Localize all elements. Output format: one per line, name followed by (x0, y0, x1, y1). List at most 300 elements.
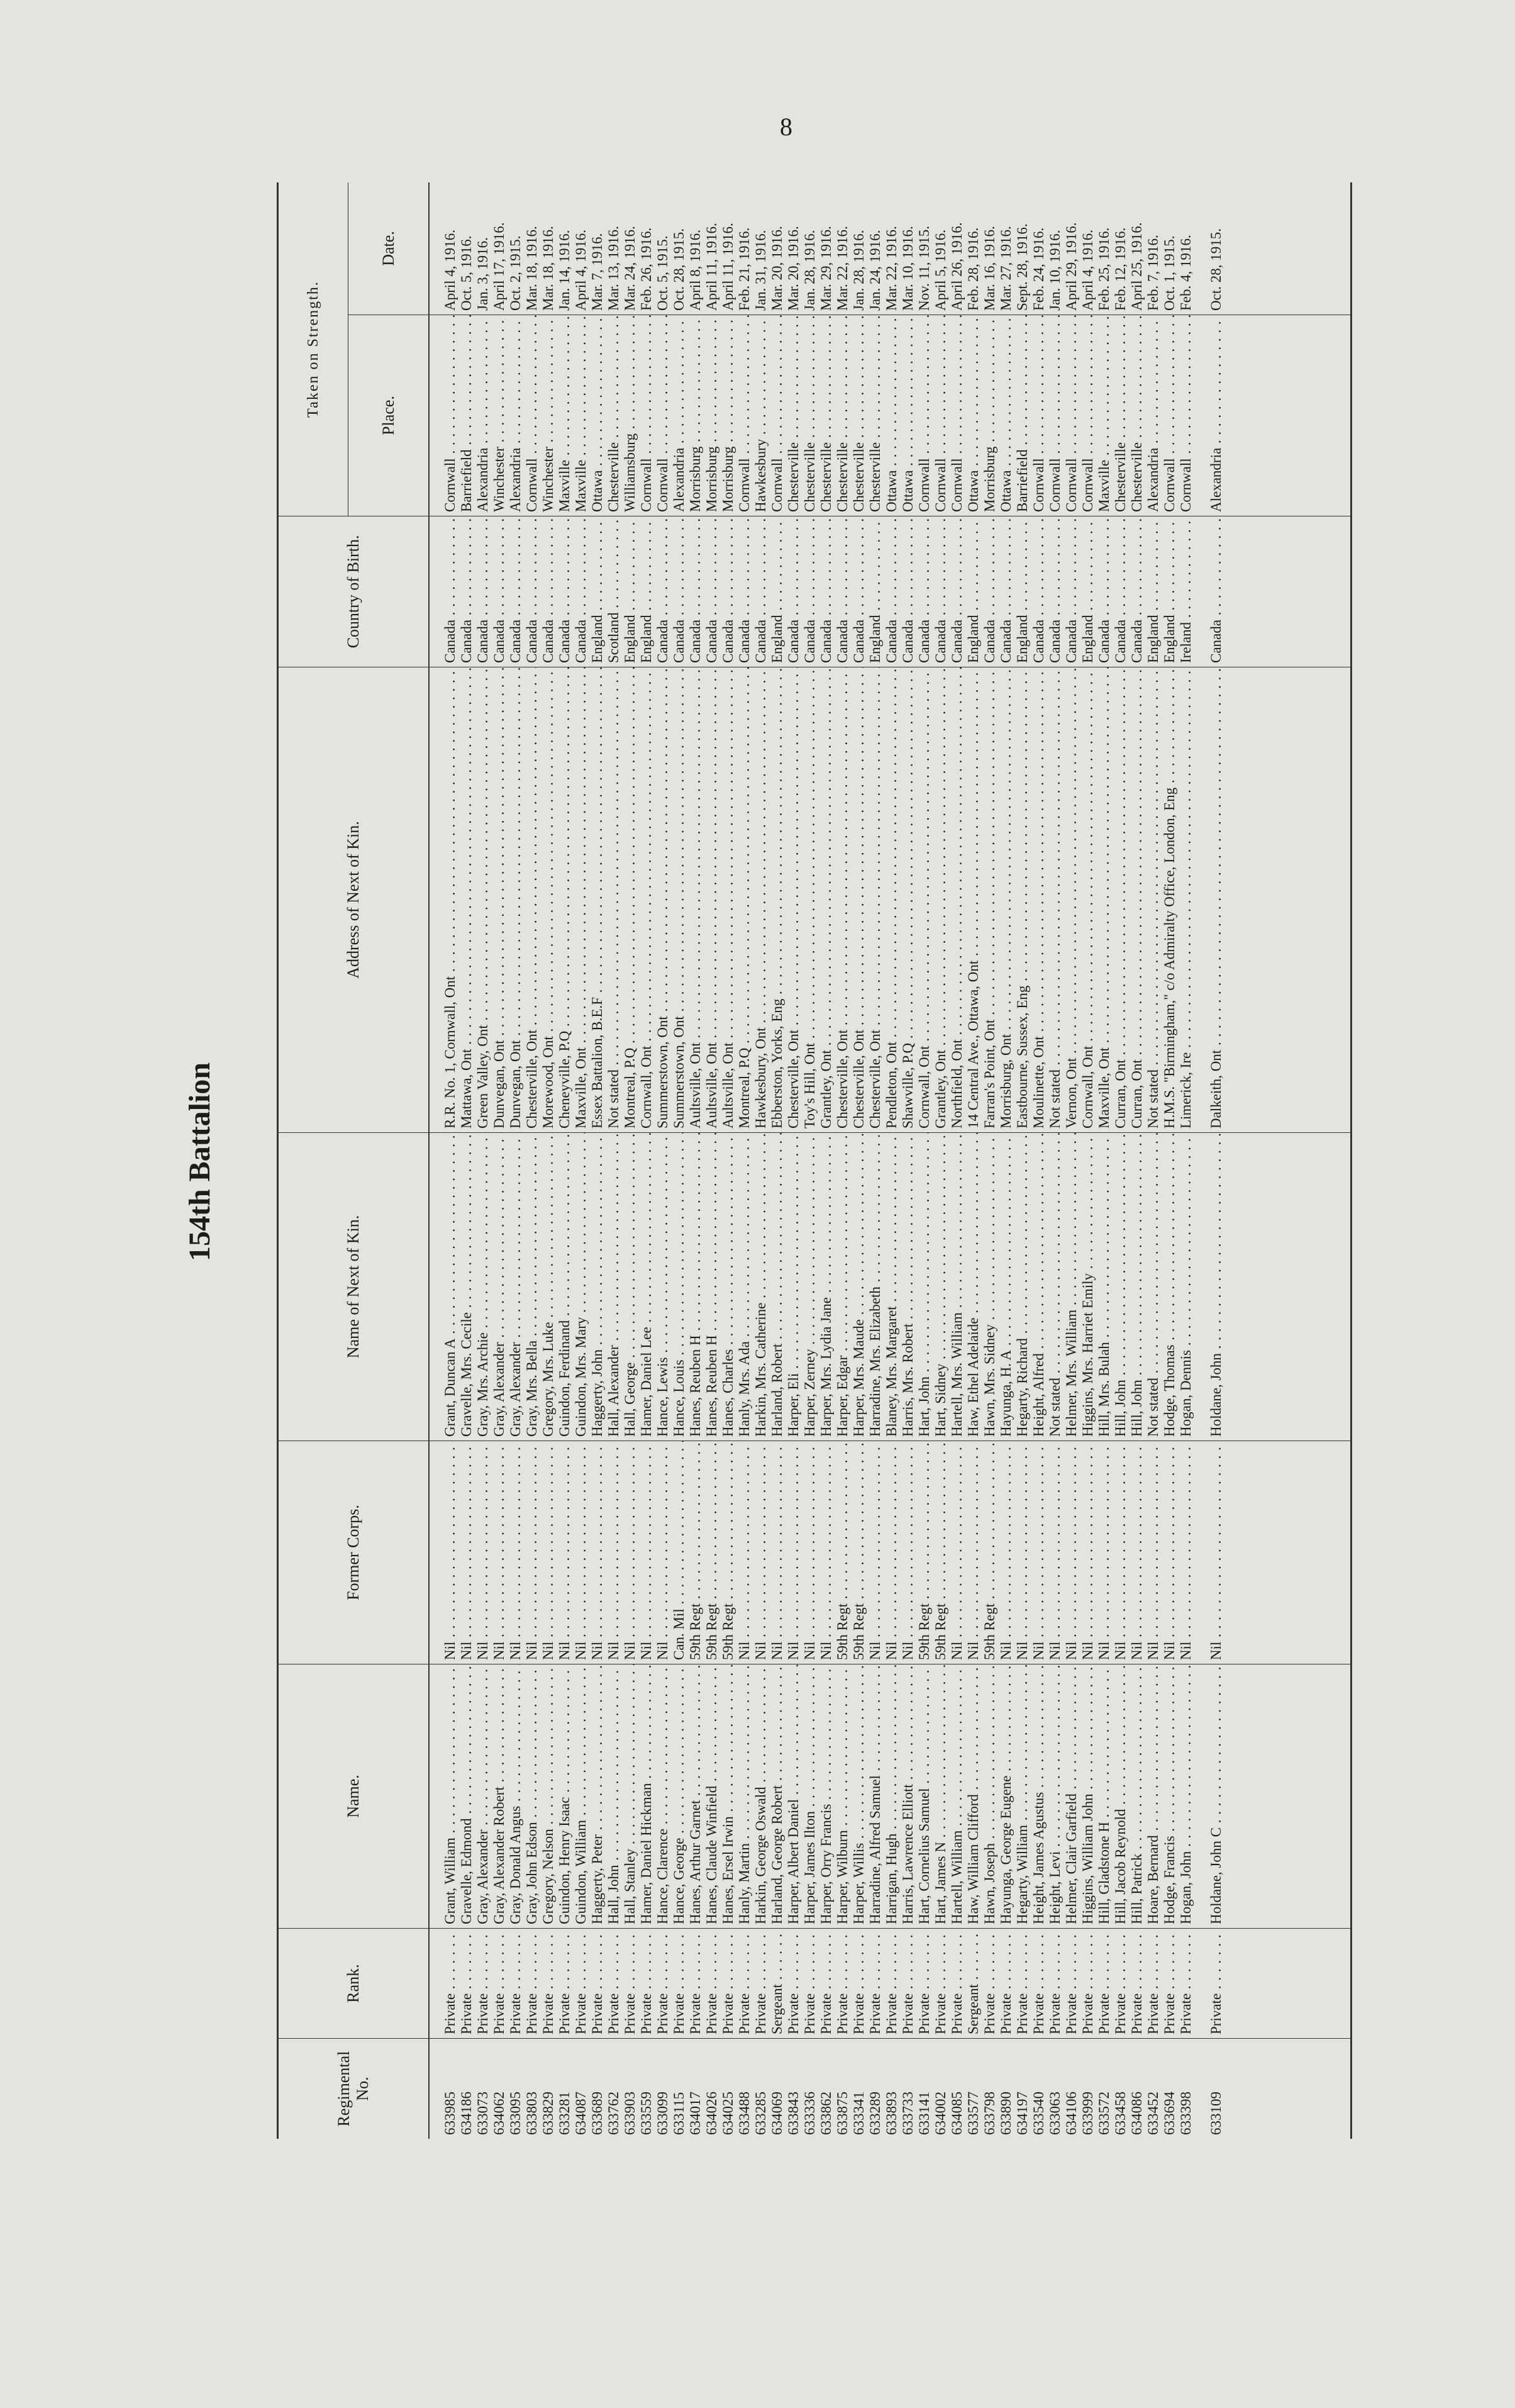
cell-address: Not stated . . . (1047, 667, 1063, 1132)
cell-next-of-kin: Hodge, Thomas . . . (1162, 1132, 1178, 1441)
cell-regimental-no: 634026 (704, 2038, 720, 2139)
cell-address: Limerick, Ire . . . (1178, 667, 1208, 1132)
cell-place: Alexandria . . . (508, 315, 524, 516)
cell-country-of-birth: Canada . . . (540, 516, 557, 667)
cell-rank: Private . . . (785, 1928, 802, 2038)
cell-name: Hartell, William . . . (949, 1664, 965, 1928)
cell-name: Hogan, John . . . (1178, 1664, 1208, 1928)
cell-regimental-no: 633099 (655, 2038, 671, 2139)
cell-country-of-birth: Canada . . . (949, 516, 965, 667)
cell-address: Chesterville, Ont . . . (835, 667, 851, 1132)
cell-former-corps: 59th Regt . . . (720, 1441, 736, 1664)
cell-country-of-birth: England . . . (867, 516, 884, 667)
cell-date: Oct. 5, 1916. (458, 235, 474, 311)
table-row (818, 182, 835, 2139)
cell-next-of-kin: Gray, Mrs. Archie . . . (475, 1132, 491, 1441)
cell-address: Maxville, Ont . . . (573, 667, 589, 1132)
cell-former-corps: Nil . . . (573, 1441, 589, 1664)
cell-country-of-birth: Canada . . . (884, 516, 900, 667)
table-row (867, 182, 884, 2139)
cell-regimental-no: 633862 (818, 2038, 835, 2139)
cell-rank: Private . . . (1162, 1928, 1178, 2038)
cell-place: Ottawa . . . (884, 315, 900, 516)
cell-country-of-birth: Canada . . . (736, 516, 753, 667)
cell-address: Curran, Ont . . . (1113, 667, 1129, 1132)
cell-address: Grantley, Ont . . . (818, 667, 835, 1132)
cell-former-corps: 59th Regt . . . (704, 1441, 720, 1664)
cell-date: Mar. 18, 1916. (524, 226, 540, 311)
cell-next-of-kin: Hill, Mrs. Bulah . . . (1096, 1132, 1113, 1441)
table-row (671, 182, 687, 2139)
cell-country-of-birth: Canada . . . (475, 516, 491, 667)
cell-place: Cornwall . . . (1063, 315, 1080, 516)
cell-next-of-kin: Hogan, Dennis . . . (1178, 1132, 1208, 1441)
cell-date: Mar. 7, 1916. (589, 233, 605, 311)
cell-country-of-birth: England . . . (638, 516, 655, 667)
cell-next-of-kin: Hall, Alexander . . . (606, 1132, 622, 1441)
cell-rank: Private . . . (802, 1928, 818, 2038)
cell-regimental-no: 633829 (540, 2038, 557, 2139)
cell-place: Cornwall . . . (769, 315, 785, 516)
cell-next-of-kin: Gray, Alexander . . . (491, 1132, 508, 1441)
cell-rank: Private . . . (1063, 1928, 1080, 2038)
cell-rank: Private . . . (982, 1928, 998, 2038)
cell-country-of-birth: England . . . (769, 516, 785, 667)
cell-next-of-kin: Blaney, Mrs. Margaret . . . (884, 1132, 900, 1441)
cell-rank: Private . . . (900, 1928, 916, 2038)
cell-country-of-birth: England . . . (1162, 516, 1178, 667)
cell-regimental-no: 633289 (867, 2038, 884, 2139)
cell-former-corps: Nil . . . (802, 1441, 818, 1664)
cell-place: Cornwall . . . (638, 315, 655, 516)
cell-rank: Private . . . (753, 1928, 769, 2038)
cell-regimental-no: 633893 (884, 2038, 900, 2139)
cell-name: Hamer, Daniel Hickman . . . (638, 1664, 655, 1928)
cell-rank: Private . . . (1080, 1928, 1096, 2038)
cell-date: Oct. 1, 1915. (1162, 235, 1177, 311)
cell-rank: Private . . . (1096, 1928, 1113, 2038)
cell-name: Harrigan, Hugh . . . (884, 1664, 900, 1928)
cell-address: Vernon, Ont . . . (1063, 667, 1080, 1132)
cell-rank: Private . . . (671, 1928, 687, 2038)
table-row (638, 182, 655, 2139)
cell-rank: Private . . . (589, 1928, 606, 2038)
cell-country-of-birth: Canada . . . (442, 516, 458, 667)
cell-former-corps: Nil . . . (753, 1441, 769, 1664)
cell-former-corps: Nil . . . (508, 1441, 524, 1664)
cell-regimental-no: 634085 (949, 2038, 965, 2139)
cell-address: Morrisburg, Ont . . . (998, 667, 1014, 1132)
cell-regimental-no: 633398 (1178, 2038, 1208, 2139)
cell-rank: Private . . . (638, 1928, 655, 2038)
cell-place: Cornwall . . . (1178, 315, 1208, 516)
cell-country-of-birth: England . . . (1014, 516, 1031, 667)
cell-name: Hawn, Joseph . . . (982, 1664, 998, 1928)
table-row (655, 182, 671, 2139)
cell-place: Alexandria . . . (1145, 315, 1162, 516)
cell-country-of-birth: Canada . . . (508, 516, 524, 667)
cell-next-of-kin: Hayunga, H. A . . . (998, 1132, 1014, 1441)
table-row (1080, 182, 1096, 2139)
cell-regimental-no: 633141 (916, 2038, 933, 2139)
cell-former-corps: Nil . . . (1178, 1441, 1208, 1664)
cell-place: Chesterville . . . (867, 315, 884, 516)
cell-former-corps: 59th Regt . . . (982, 1441, 998, 1664)
page-title: 154th Battalion (183, 1062, 216, 1261)
cell-former-corps: Nil . . . (1063, 1441, 1080, 1664)
cell-rank: Private . . . (720, 1928, 736, 2038)
cell-former-corps: Nil . . . (1080, 1441, 1096, 1664)
cell-name: Holdane, John C . . . (1208, 1664, 1224, 1928)
cell-name: Hill, Jacob Reynold . . . (1113, 1664, 1129, 1928)
cell-address: Montreal, P.Q . . . (622, 667, 638, 1132)
cell-address: Dunvegan, Ont . . . (491, 667, 508, 1132)
table-row (1047, 182, 1063, 2139)
table-row (851, 182, 867, 2139)
cell-place: Alexandria . . . (475, 315, 491, 516)
cell-regimental-no: 633115 (671, 2038, 687, 2139)
table-row (540, 182, 557, 2139)
cell-rank: Private . . . (557, 1928, 573, 2038)
cell-country-of-birth: Canada . . . (802, 516, 818, 667)
cell-place: Cornwall . . . (933, 315, 949, 516)
cell-address: Green Valley, Ont . . . (475, 667, 491, 1132)
cell-place: Chesterville . . . (851, 315, 867, 516)
cell-regimental-no: 633336 (802, 2038, 818, 2139)
header-date: Date. (379, 231, 397, 266)
table-rows (442, 182, 1224, 2139)
cell-regimental-no: 633689 (589, 2038, 606, 2139)
cell-former-corps: Nil . . . (540, 1441, 557, 1664)
cell-rank: Private . . . (1031, 1928, 1047, 2038)
header-taken-on-strength (279, 182, 428, 516)
cell-name: Hanes, Claude Winfield . . . (704, 1664, 720, 1928)
cell-country-of-birth: Canada . . . (655, 516, 671, 667)
cell-place: Alexandria . . . (671, 315, 687, 516)
cell-regimental-no: 633694 (1162, 2038, 1178, 2139)
cell-regimental-no: 634025 (720, 2038, 736, 2139)
cell-name: Harper, Willis . . . (851, 1664, 867, 1928)
cell-next-of-kin: Hawn, Mrs. Sidney . . . (982, 1132, 998, 1441)
cell-address: Cornwall, Ont . . . (916, 667, 933, 1132)
cell-place: Morrisburg . . . (704, 315, 720, 516)
cell-name: Hall, John . . . (606, 1664, 622, 1928)
cell-place: Maxville . . . (557, 315, 573, 516)
cell-next-of-kin: Harland, Robert . . . (769, 1132, 785, 1441)
table-row (884, 182, 900, 2139)
cell-place: Alexandria . . . (1208, 315, 1224, 516)
cell-regimental-no: 634197 (1014, 2038, 1031, 2139)
cell-address: Summerstown, Ont . . . (655, 667, 671, 1132)
table-row (1129, 182, 1145, 2139)
cell-place: Cornwall . . . (949, 315, 965, 516)
cell-name: Gray, Donald Angus . . . (508, 1664, 524, 1928)
cell-regimental-no: 633843 (785, 2038, 802, 2139)
cell-date: April 4, 1916. (1080, 229, 1096, 311)
cell-next-of-kin: Guindon, Mrs. Mary . . . (573, 1132, 589, 1441)
header-regimental-no: Regimental No. (279, 2038, 428, 2139)
cell-date: Jan. 31, 1916. (753, 230, 769, 311)
cell-date: Mar. 22, 1916. (884, 226, 899, 311)
cell-next-of-kin: Guindon, Ferdinand . . . (557, 1132, 573, 1441)
cell-date: April 8, 1916. (687, 229, 703, 311)
cell-place: Hawkesbury . . . (753, 315, 769, 516)
cell-rank: Private . . . (818, 1928, 835, 2038)
cell-country-of-birth: Canada . . . (704, 516, 720, 667)
cell-regimental-no: 633875 (835, 2038, 851, 2139)
table-row (1113, 182, 1129, 2139)
table-row (458, 182, 475, 2139)
cell-former-corps: Nil . . . (524, 1441, 540, 1664)
cell-next-of-kin: Gregory, Mrs. Luke . . . (540, 1132, 557, 1441)
cell-country-of-birth: Canada . . . (720, 516, 736, 667)
cell-rank: Private . . . (1047, 1928, 1063, 2038)
cell-regimental-no: 633488 (736, 2038, 753, 2139)
cell-address: Chesterville, Ont . . . (785, 667, 802, 1132)
cell-country-of-birth: Ireland . . . (1178, 516, 1208, 667)
cell-date: Oct. 5, 1915. (655, 235, 670, 311)
cell-date: Mar. 10, 1916. (900, 226, 916, 311)
cell-country-of-birth: Canada . . . (1031, 516, 1047, 667)
cell-name: Harper, Albert Daniel . . . (785, 1664, 802, 1928)
cell-next-of-kin: Hegarty, Richard . . . (1014, 1132, 1031, 1441)
table-row (835, 182, 851, 2139)
cell-former-corps: Nil . . . (622, 1441, 638, 1664)
cell-former-corps: Nil . . . (884, 1441, 900, 1664)
cell-next-of-kin: Helmer, Mrs. William . . . (1063, 1132, 1080, 1441)
header-rank: Rank. (279, 1928, 428, 2038)
cell-rank: Private . . . (1129, 1928, 1145, 2038)
cell-address: Montreal, P.Q . . . (736, 667, 753, 1132)
cell-address: Maxville, Ont . . . (1096, 667, 1113, 1132)
table-row (933, 182, 949, 2139)
cell-rank: Private . . . (1208, 1928, 1224, 2038)
cell-rank: Private . . . (933, 1928, 949, 2038)
cell-country-of-birth: Canada . . . (1129, 516, 1145, 667)
cell-rank: Private . . . (867, 1928, 884, 2038)
cell-address: Mattawa, Ont . . . (458, 667, 475, 1132)
cell-date: April 5, 1916. (933, 229, 948, 311)
cell-next-of-kin: Harper, Edgar . . . (835, 1132, 851, 1441)
cell-country-of-birth: Canada . . . (1063, 516, 1080, 667)
table-row (1063, 182, 1080, 2139)
cell-name: Hall, Stanley . . . (622, 1664, 638, 1928)
cell-rank: Private . . . (606, 1928, 622, 2038)
cell-place: Ottawa . . . (965, 315, 982, 516)
cell-country-of-birth: Canada . . . (1096, 516, 1113, 667)
cell-next-of-kin: Hall, George . . . (622, 1132, 638, 1441)
cell-regimental-no: 634017 (687, 2038, 704, 2139)
cell-rank: Private . . . (655, 1928, 671, 2038)
cell-address: Aultsville, Ont . . . (704, 667, 720, 1132)
cell-former-corps: Nil . . . (769, 1441, 785, 1664)
cell-country-of-birth: Canada . . . (573, 516, 589, 667)
cell-country-of-birth: Canada . . . (491, 516, 508, 667)
table-row (736, 182, 753, 2139)
cell-regimental-no: 633095 (508, 2038, 524, 2139)
cell-date: Mar. 13, 1916. (606, 226, 621, 311)
cell-rank: Private . . . (442, 1928, 458, 2038)
cell-regimental-no: 633109 (1208, 2038, 1224, 2139)
cell-former-corps: 59th Regt . . . (933, 1441, 949, 1664)
cell-date: April 25, 1916. (1129, 222, 1145, 311)
cell-name: Hart, James N . . . (933, 1664, 949, 1928)
cell-country-of-birth: Scotland . . . (606, 516, 622, 667)
cell-address: Essex Battalion, B.E.F . . . (589, 667, 606, 1132)
cell-former-corps: Can. Mil . . . (671, 1441, 687, 1664)
cell-next-of-kin: Hanes, Reuben H . . . (687, 1132, 704, 1441)
cell-address: Aultsville, Ont . . . (687, 667, 704, 1132)
cell-next-of-kin: Hamer, Daniel Lee . . . (638, 1132, 655, 1441)
cell-next-of-kin: Not stated . . . (1047, 1132, 1063, 1441)
cell-name: Haw, William Clifford . . . (965, 1664, 982, 1928)
cell-place: Morrisburg . . . (720, 315, 736, 516)
cell-former-corps: Nil . . . (1129, 1441, 1145, 1664)
cell-date: Feb. 28, 1916. (965, 227, 981, 311)
cell-former-corps: Nil . . . (785, 1441, 802, 1664)
cell-regimental-no: 633803 (524, 2038, 540, 2139)
cell-next-of-kin: Gray, Alexander . . . (508, 1132, 524, 1441)
cell-next-of-kin: Hance, Louis . . . (671, 1132, 687, 1441)
cell-former-corps: Nil . . . (1208, 1441, 1224, 1664)
header-name-next-of-kin: Name of Next of Kin. (279, 1132, 428, 1441)
table-row (622, 182, 638, 2139)
cell-former-corps: Nil . . . (1145, 1441, 1162, 1664)
cell-rank: Sergeant . . . (769, 1928, 785, 2038)
table-row (769, 182, 785, 2139)
cell-name: Harkin, George Oswald . . . (753, 1664, 769, 1928)
cell-name: Hance, George . . . (671, 1664, 687, 1928)
cell-next-of-kin: Harkin, Mrs. Catherine . . . (753, 1132, 769, 1441)
cell-name: Harper, Wilburn . . . (835, 1664, 851, 1928)
cell-name: Hanly, Martin . . . (736, 1664, 753, 1928)
cell-country-of-birth: Canada . . . (753, 516, 769, 667)
cell-place: Winchester . . . (491, 315, 508, 516)
header-taken-on-strength-label: Taken on Strength. (279, 182, 348, 516)
cell-place: Maxville . . . (1096, 315, 1113, 516)
cell-former-corps: Nil . . . (1162, 1441, 1178, 1664)
cell-date: Jan. 24, 1916. (867, 230, 883, 311)
cell-place: Cornwall . . . (655, 315, 671, 516)
table-row (589, 182, 606, 2139)
cell-name: Helmer, Clair Garfield . . . (1063, 1664, 1080, 1928)
cell-place: Cornwall . . . (916, 315, 933, 516)
cell-country-of-birth: Canada . . . (900, 516, 916, 667)
cell-regimental-no: 633285 (753, 2038, 769, 2139)
cell-next-of-kin: Haw, Ethel Adelaide . . . (965, 1132, 982, 1441)
cell-place: Winchester . . . (540, 315, 557, 516)
cell-address: Farran's Point, Ont . . . (982, 667, 998, 1132)
cell-date: Mar. 20, 1916. (769, 226, 785, 311)
cell-rank: Private . . . (540, 1928, 557, 2038)
cell-address: Summerstown, Ont . . . (671, 667, 687, 1132)
cell-country-of-birth: Canada . . . (687, 516, 704, 667)
cell-name: Gregory, Nelson . . . (540, 1664, 557, 1928)
table-row (1096, 182, 1113, 2139)
cell-rank: Private . . . (573, 1928, 589, 2038)
cell-country-of-birth: Canada . . . (557, 516, 573, 667)
cell-rank: Private . . . (736, 1928, 753, 2038)
table-row (704, 182, 720, 2139)
cell-former-corps: Nil . . . (998, 1441, 1014, 1664)
cell-date: Feb. 12, 1916. (1113, 227, 1128, 311)
cell-date: Mar. 29, 1916. (818, 226, 834, 311)
cell-regimental-no: 634062 (491, 2038, 508, 2139)
cell-address: Not stated . . . (1145, 667, 1162, 1132)
cell-address: Not stated . . . (606, 667, 622, 1132)
cell-name: Grant, William . . . (442, 1664, 458, 1928)
cell-former-corps: Nil . . . (818, 1441, 835, 1664)
cell-next-of-kin: Harris, Mrs. Robert . . . (900, 1132, 916, 1441)
cell-regimental-no: 634002 (933, 2038, 949, 2139)
cell-place: Chesterville . . . (606, 315, 622, 516)
cell-country-of-birth: Canada . . . (1113, 516, 1129, 667)
cell-next-of-kin: Higgins, Mrs. Harriet Emily . . . (1080, 1132, 1096, 1441)
cell-name: Harper, James Ilton . . . (802, 1664, 818, 1928)
cell-date: Oct. 2, 1915. (508, 235, 523, 311)
cell-date: Nov. 11, 1915. (916, 225, 932, 311)
cell-rank: Private . . . (704, 1928, 720, 2038)
table-row (1014, 182, 1031, 2139)
cell-rank: Private . . . (1178, 1928, 1208, 2038)
cell-rank: Private . . . (851, 1928, 867, 2038)
cell-country-of-birth: England . . . (965, 516, 982, 667)
cell-regimental-no: 633341 (851, 2038, 867, 2139)
cell-regimental-no: 634106 (1063, 2038, 1080, 2139)
cell-address: Dunvegan, Ont . . . (508, 667, 524, 1132)
cell-address: Shawville, P.Q . . . (900, 667, 916, 1132)
cell-regimental-no: 633572 (1096, 2038, 1113, 2139)
cell-rank: Private . . . (998, 1928, 1014, 2038)
cell-country-of-birth: Canada . . . (851, 516, 867, 667)
cell-former-corps: Nil . . . (1113, 1441, 1129, 1664)
cell-former-corps: 59th Regt . . . (916, 1441, 933, 1664)
cell-name: Guindon, Henry Isaac . . . (557, 1664, 573, 1928)
cell-address: Chesterville, Ont . . . (867, 667, 884, 1132)
cell-rank: Private . . . (835, 1928, 851, 2038)
cell-rank: Private . . . (475, 1928, 491, 2038)
table-row (720, 182, 736, 2139)
cell-date: Feb. 7, 1916. (1145, 235, 1161, 311)
cell-address: Northfield, Ont . . . (949, 667, 965, 1132)
cell-date: April 26, 1916. (949, 222, 965, 311)
cell-name: Height, Levi . . . (1047, 1664, 1063, 1928)
cell-name: Higgins, William John . . . (1080, 1664, 1096, 1928)
cell-address: Aultsville, Ont . . . (720, 667, 736, 1132)
table-row (687, 182, 704, 2139)
cell-place: Chesterville . . . (835, 315, 851, 516)
cell-date: Feb. 26, 1916. (638, 227, 654, 311)
cell-name: Guindon, William . . . (573, 1664, 589, 1928)
cell-date: Mar. 27, 1916. (998, 226, 1014, 311)
cell-place: Morrisburg . . . (687, 315, 704, 516)
cell-place: Chesterville . . . (802, 315, 818, 516)
cell-address: Toy's Hill, Ont . . . (802, 667, 818, 1132)
cell-address: R.R. No. 1, Cornwall, Ont . . . (442, 667, 458, 1132)
table-row (524, 182, 540, 2139)
cell-place: Cornwall . . . (736, 315, 753, 516)
cell-country-of-birth: Canada . . . (998, 516, 1014, 667)
cell-regimental-no: 634069 (769, 2038, 785, 2139)
cell-country-of-birth: England . . . (622, 516, 638, 667)
cell-name: Hance, Clarence . . . (655, 1664, 671, 1928)
cell-next-of-kin: Haggerty, John . . . (589, 1132, 606, 1441)
cell-regimental-no: 634087 (573, 2038, 589, 2139)
cell-name: Hoare, Bernard . . . (1145, 1664, 1162, 1928)
table-row (1178, 182, 1208, 2139)
cell-date: Jan. 28, 1916. (802, 230, 818, 311)
cell-regimental-no: 633999 (1080, 2038, 1096, 2139)
